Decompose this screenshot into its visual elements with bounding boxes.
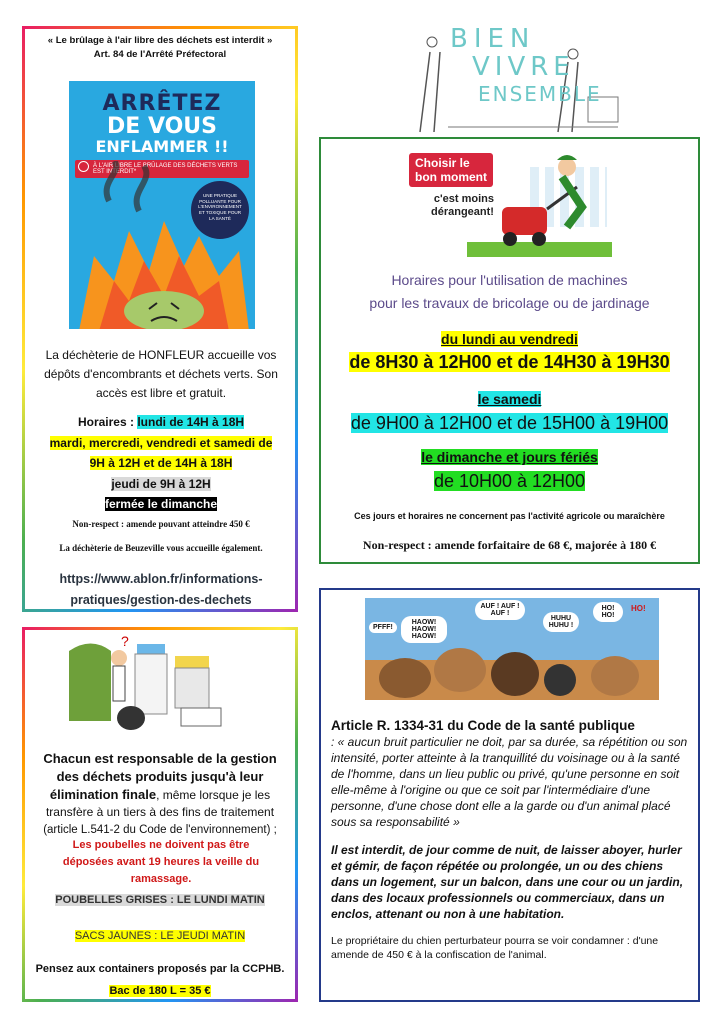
bark-bubble-6: HO! <box>631 604 646 613</box>
article-quote: : « aucun bruit particulier ne doit, par sa durée, sa répétition ou son intensité, porter atteinte à la tranquillité du voisinage ou à la santé de l'homme, dans un lieu public ou privé, qu'une personne en soit elle-même à l'origine ou que ce soit par l'intermédiaire d'une personne, d'une chose dont elle a la garde ou d'un animal placé sous sa responsabilité » <box>331 735 688 829</box>
reminder-bubble-b <box>431 193 494 219</box>
sunday-schedule <box>321 449 698 495</box>
machines-note: Ces jours et horaires ne concernent pas l'activité agricole ou maraîchère <box>354 511 665 521</box>
bark-bubble-5: HO! HO! <box>593 602 623 622</box>
barking-dogs-comic <box>365 598 659 700</box>
burning-intro: La déchèterie de HONFLEUR accueille vos dépôts d'encombrants et déchets verts. Son accès est libre et gratuit. <box>44 348 278 400</box>
article-title: Article R. 1334-31 du Code de la santé publique <box>331 718 635 733</box>
waste-responsibility-rest: , même lorsque je les transfère à un tiers à des fins de traitement <box>45 788 275 819</box>
poster-badge <box>191 181 249 239</box>
machines-title-b: pour les travaux de bricolage ou de jardinage <box>369 295 650 311</box>
waste-info-link[interactable] <box>33 569 289 611</box>
bien-vivre-ensemble-logo <box>418 22 624 134</box>
machines-box <box>319 137 700 564</box>
saturday-label: le samedi <box>477 391 542 407</box>
bins-illustration <box>61 636 261 736</box>
burning-title: « Le brûlage à l'air libre des déchets est interdit » <box>47 35 273 46</box>
hours-thursday: jeudi de 9H à 12H <box>111 476 211 491</box>
reminder-bubble-b1: c'est moins <box>433 193 494 205</box>
burning-poster <box>69 81 255 329</box>
waste-box <box>22 627 298 1002</box>
waste-responsibility-ref: (article L.541-2 du Code de l'environnement) ; <box>43 824 277 836</box>
logo-line-3: ENSEMBLE <box>478 82 602 106</box>
hours-label: Horaires : <box>77 415 134 429</box>
svg-text:?: ? <box>121 636 129 649</box>
yellow-bags-text: SACS JAUNES : LE JEUDI MATIN <box>74 930 246 942</box>
bark-bubble-2: HAOW! HAOW! HAOW! <box>401 616 447 643</box>
poster-headline-2: DE VOUS <box>107 114 217 139</box>
poster-banner-text: À L'AIR LIBRE LE BRÛLAGE DES DÉCHETS VERTS EST INTERDIT* <box>93 163 238 175</box>
bark-bubble-3: AUF ! AUF ! AUF ! <box>475 600 525 620</box>
reminder-bubble-a1: Choisir le <box>415 156 470 170</box>
sunday-hours: de 10H00 à 12H00 <box>433 471 586 491</box>
hours-week-b: 9H à 12H et de 14H à 18H <box>89 456 233 470</box>
saturday-schedule <box>321 391 698 437</box>
containers-note: Pensez aux containers proposés par la CCPHB. <box>35 963 285 975</box>
dogs-box <box>319 588 700 1002</box>
waste-responsibility <box>33 750 287 839</box>
beuzeville-note: La déchèterie de Beuzeville vous accueille également. <box>59 543 263 553</box>
hours-week-a: mardi, mercredi, vendredi et samedi de <box>49 435 273 450</box>
bark-bubble-1: PFFF! <box>369 622 397 633</box>
weekday-label: du lundi au vendredi <box>441 331 578 347</box>
grey-bins-text: POUBELLES GRISES : LE LUNDI MATIN <box>55 894 265 906</box>
sunday-label: le dimanche et jours fériés <box>421 449 598 465</box>
reminder-bubble-a <box>409 153 493 187</box>
burning-subtitle: Art. 84 de l'Arrêté Préfectoral <box>93 49 227 60</box>
mower-illustration <box>407 147 617 257</box>
owner-penalty: Le propriétaire du chien perturbateur pourra se voir condamner : d'une amende de 450 € à la confiscation de l'animal. <box>331 935 659 961</box>
grey-bins-day <box>25 890 295 908</box>
saturday-hours: de 9H00 à 12H00 et de 15H00 à 19H00 <box>350 413 669 433</box>
waste-responsibility-bold: Chacun est responsable de la gestion des déchets produits jusqu'à leur élimination finale <box>43 751 277 802</box>
machines-title-a: Horaires pour l'utilisation de machines <box>391 272 628 288</box>
bac-price-text: Bac de 180 L = 35 € <box>109 985 211 997</box>
burning-hours <box>33 412 289 515</box>
weekday-schedule <box>321 331 698 375</box>
dogs-text <box>331 718 689 962</box>
reminder-bubble-b2: dérangeant! <box>431 206 494 218</box>
poster-badge-text: UNE PRATIQUE POLLUANTE POUR L'ENVIRONNEMENT ET TOXIQUE POUR LA SANTÉ <box>198 193 242 221</box>
forbidden-statement: Il est interdit, de jour comme de nuit, de laisser aboyer, hurler et gémir, de façon répétée ou prolongée, un ou des chiens dans un logement, sur un balcon, dans une cour ou un jardin, dans des locaux professionnels ou commerciaux, dans un enclos, attenant ou non à une habitation. <box>331 843 684 921</box>
weekday-hours: de 8H30 à 12H00 et de 14H30 à 19H30 <box>349 352 670 372</box>
burning-box <box>22 26 298 612</box>
yellow-bags-day <box>25 926 295 944</box>
poster-headline-3: ENFLAMMER !! <box>95 137 229 156</box>
bin-timing-warning: Les poubelles ne doivent pas être déposées avant 19 heures la veille du ramassage. <box>62 839 260 885</box>
logo-line-2: VIVRE <box>472 52 575 82</box>
waste-info-link-a[interactable]: https://www.ablon.fr/informations- <box>59 572 263 586</box>
machines-penalty: Non-respect : amende forfaitaire de 68 €, majorée à 180 € <box>362 538 657 552</box>
machines-title <box>321 269 698 315</box>
poster-headline-1: ARRÊTEZ <box>102 91 222 116</box>
bark-bubble-4: HUHU HUHU ! <box>543 612 579 632</box>
waste-info-link-b[interactable]: pratiques/gestion-des-dechets <box>70 593 252 607</box>
hours-monday: lundi de 14H à 18H <box>137 415 245 429</box>
logo-line-1: BIEN <box>450 24 536 54</box>
reminder-bubble-a2: bon moment <box>415 170 487 184</box>
hours-sunday: fermée le dimanche <box>104 497 218 511</box>
bac-price <box>25 981 295 999</box>
burning-penalty: Non-respect : amende pouvant atteindre 450 € <box>72 519 250 529</box>
